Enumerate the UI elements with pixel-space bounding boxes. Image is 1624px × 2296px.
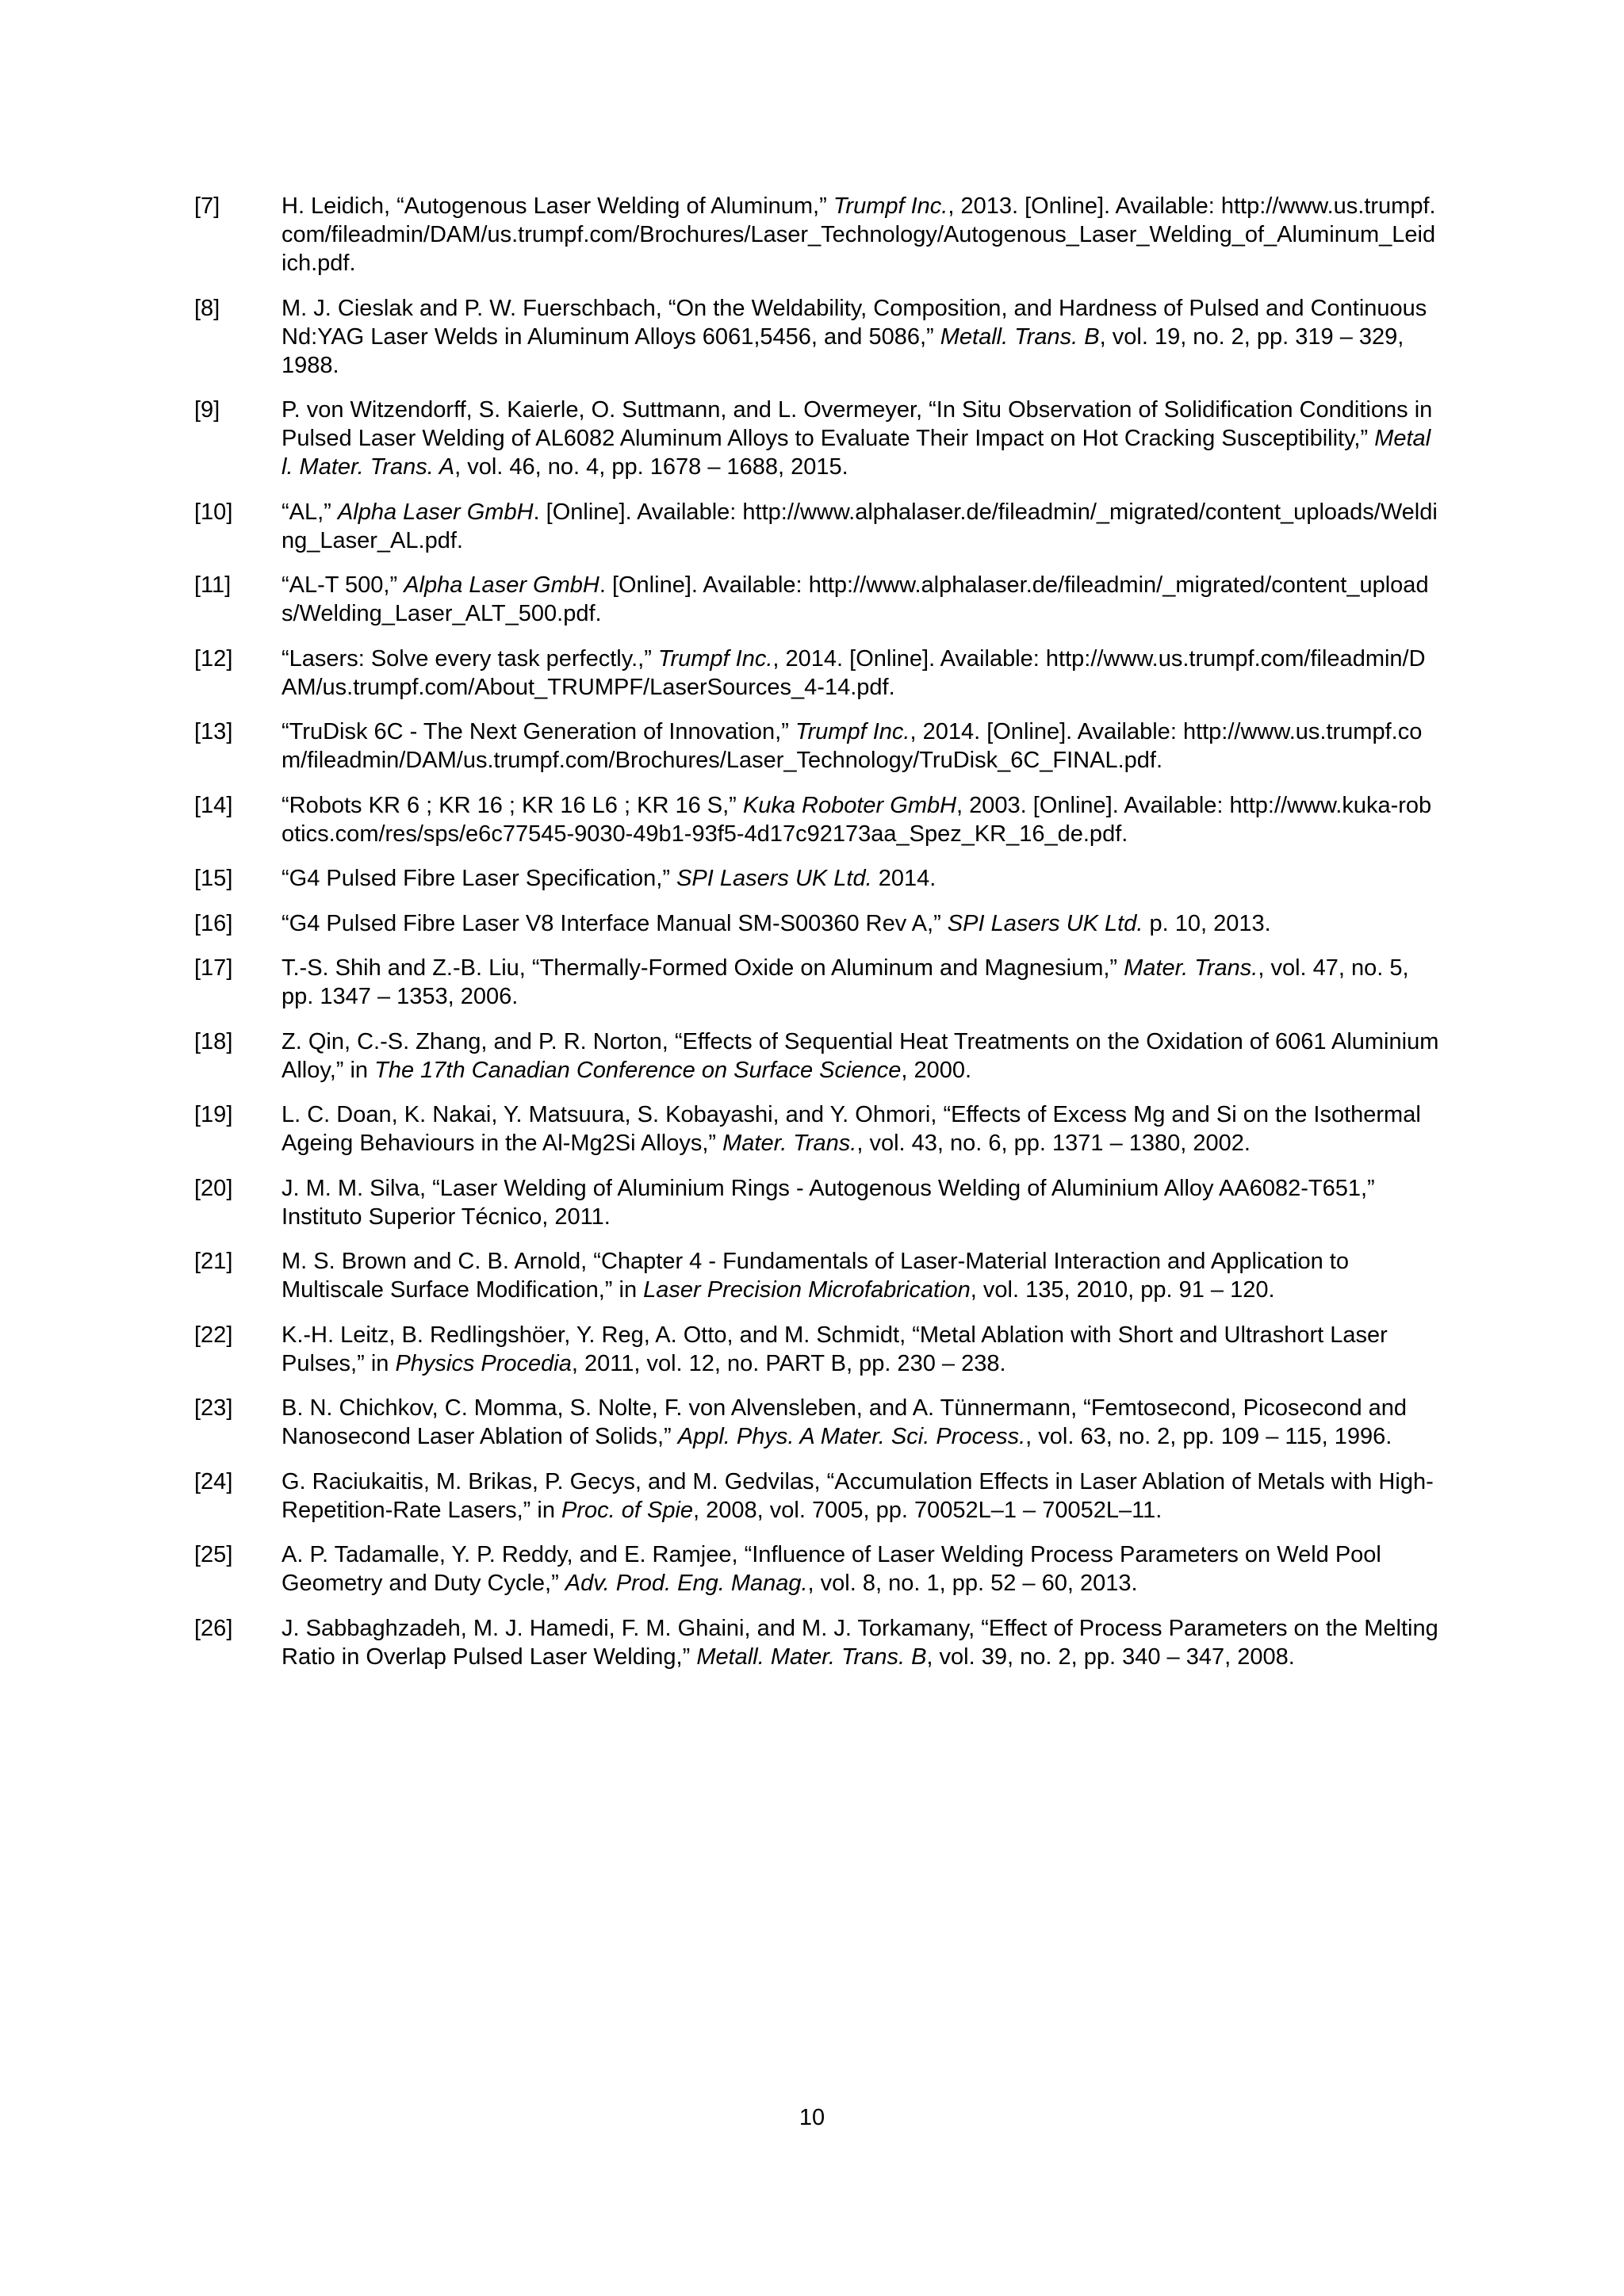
reference-item [194,1027,1439,1085]
reference-number: [9] [194,397,220,423]
reference-segment: M. J. Cieslak and P. W. Fuerschbach, “On the Weldability, Composition, and Hardness of Pulsed and Continuous Nd:YAG Laser Welds in Aluminum Alloys 6061,5456, and 5086,” [282,295,1427,350]
reference-source: Physics Procedia [395,1350,572,1376]
reference-segment: “G4 Pulsed Fibre Laser Specification,” [282,866,677,891]
reference-text [282,1100,1439,1158]
reference-number: [25] [194,1542,233,1567]
reference-item [194,1540,1439,1598]
reference-source: Metall. Mater. Trans. A [282,426,1431,480]
reference-number: [12] [194,645,233,672]
reference-text [282,791,1439,848]
reference-source: Metall. Trans. B [940,323,1100,350]
reference-item [194,294,1439,380]
reference-item [194,1321,1439,1378]
reference-segment: , 2014. [Online]. Available: [772,645,1046,672]
reference-source: Laser Precision Microfabrication [643,1277,971,1303]
reference-segment: L. C. Doan, K. Nakai, Y. Matsuura, S. Kobayashi, and Y. Ohmori, “Effects of Excess Mg and Si on the Isothermal Ageing Behaviours in the Al-Mg2Si Alloys,” [282,1102,1421,1156]
reference-segment: J. M. M. Silva, “Laser Welding of Aluminium Rings - Autogenous Welding of Aluminium Alloy AA6082-T651,” Instituto Superior Técnico, 2011. [282,1175,1375,1230]
reference-segment: “Robots KR 6 ; KR 16 ; KR 16 L6 ; KR 16 S,” [282,792,743,818]
reference-text [282,192,1439,277]
reference-source: Alpha Laser GmbH [404,572,599,598]
reference-source: Mater. Trans. [1124,955,1258,981]
reference-source: SPI Lasers UK Ltd. [676,866,872,891]
reference-source: Mater. Trans. [722,1131,857,1156]
reference-number: [21] [194,1249,233,1274]
reference-item [194,791,1439,848]
reference-segment: “TruDisk 6C - The Next Generation of Innovation,” [282,719,795,744]
reference-item [194,1468,1439,1525]
reference-source: Trumpf Inc. [833,193,948,219]
reference-text [282,864,1439,893]
reference-segment: T.-S. Shih and Z.-B. Liu, “Thermally-Formed Oxide on Aluminum and Magnesium,” [282,955,1124,981]
reference-segment: B. N. Chichkov, C. Momma, S. Nolte, F. von Alvensleben, and A. Tünnermann, “Femtosecond, Picosecond and Nanosecond Laser Ablation of Solids,” [282,1395,1408,1449]
reference-number: [10] [194,499,233,525]
reference-url: http://www.us.trumpf.com/fileadmin/DAM/us.trumpf.com/Brochures/Laser_Technology/Autogenous_Laser_Welding_of_Aluminum_Leidich.pdf. [282,193,1436,276]
reference-source: Kuka Roboter GmbH [742,792,957,818]
reference-segment: 2014. [871,866,936,891]
reference-segment: Z. Qin, C.-S. Zhang, and P. R. Norton, “Effects of Sequential Heat Treatments on the Oxidation of 6061 Aluminium Alloy,” in [282,1028,1439,1083]
reference-number: [19] [194,1102,233,1127]
reference-source: Appl. Phys. A Mater. Sci. Process. [677,1424,1026,1449]
reference-item [194,1614,1439,1671]
reference-source: Proc. of Spie [561,1497,694,1523]
reference-text [282,294,1439,380]
reference-item [194,1100,1439,1158]
reference-segment: M. S. Brown and C. B. Arnold, “Chapter 4 - Fundamentals of Laser-Material Interaction and Application to Multiscale Surface Modification,” in [282,1249,1349,1303]
reference-segment: K.-H. Leitz, B. Redlingshöer, Y. Reg, A. Otto, and M. Schmidt, “Metal Ablation with Short and Ultrashort Laser Pulses,” in [282,1322,1388,1376]
reference-source: Trumpf Inc. [657,645,773,672]
reference-number: [8] [194,295,220,321]
reference-number: [16] [194,910,233,936]
reference-segment: , vol. 47, no. 5, pp. 1347 – 1353, 2006. [282,955,1409,1009]
reference-url: http://www.us.trumpf.com/fileadmin/DAM/us.trumpf.com/Brochures/Laser_Technology/TruDisk_6C_FINAL.pdf. [282,719,1423,773]
reference-text [282,1174,1439,1231]
reference-item [194,718,1439,775]
reference-segment: , vol. 19, no. 2, pp. 319 – 329, 1988. [282,323,1404,378]
reference-segment: , 2000. [901,1057,972,1083]
reference-source: Metall. Mater. Trans. B [696,1644,927,1670]
reference-segment: “G4 Pulsed Fibre Laser V8 Interface Manual SM-S00360 Rev A,” [282,910,948,936]
reference-source: The 17th Canadian Conference on Surface Science [374,1057,902,1083]
reference-source: Adv. Prod. Eng. Manag. [565,1571,808,1596]
reference-text [282,571,1439,628]
reference-segment: , vol. 8, no. 1, pp. 52 – 60, 2013. [807,1571,1138,1596]
reference-url: http://www.alphalaser.de/fileadmin/_migrated/content_uploads/Welding_Laser_ALT_500.pdf. [282,572,1429,626]
reference-text [282,718,1439,775]
reference-segment: , vol. 46, no. 4, pp. 1678 – 1688, 2015. [454,454,848,480]
reference-segment: , vol. 135, 2010, pp. 91 – 120. [970,1277,1275,1303]
reference-number: [26] [194,1615,233,1641]
reference-segment: “AL,” [282,499,338,525]
reference-text [282,396,1439,481]
reference-segment: G. Raciukaitis, M. Brikas, P. Gecys, and M. Gedvilas, “Accumulation Effects in Laser Ablation of Metals with High-Repetition-Rate Lasers,” in [282,1468,1434,1523]
reference-url: http://www.kuka-robotics.com/res/sps/e6c77545-9030-49b1-93f5-4d17c92173aa_Spez_KR_16_de.pdf. [282,792,1432,847]
reference-number: [18] [194,1028,233,1054]
reference-number: [7] [194,193,220,219]
reference-text [282,498,1439,555]
reference-text [282,1027,1439,1085]
reference-segment: . [Online]. Available: [533,499,743,525]
reference-item [194,1394,1439,1451]
reference-text [282,1540,1439,1598]
reference-segment: , 2003. [Online]. Available: [956,792,1230,818]
reference-number: [20] [194,1175,233,1201]
reference-segment: “AL-T 500,” [282,572,404,598]
reference-item [194,396,1439,481]
reference-text [282,909,1439,938]
reference-item [194,645,1439,702]
reference-text [282,954,1439,1011]
reference-url: http://www.us.trumpf.com/fileadmin/DAM/us.trumpf.com/About_TRUMPF/LaserSources_4-14.pdf. [282,645,1426,700]
reference-item [194,192,1439,277]
reference-segment: , 2008, vol. 7005, pp. 70052L–1 – 70052L–11. [693,1497,1162,1523]
reference-segment: J. Sabbaghzadeh, M. J. Hamedi, F. M. Ghaini, and M. J. Torkamany, “Effect of Process Parameters on the Melting Ratio in Overlap Pulsed Laser Welding,” [282,1615,1438,1670]
reference-segment: , vol. 43, no. 6, pp. 1371 – 1380, 2002. [856,1131,1251,1156]
reference-item [194,954,1439,1011]
reference-segment: , 2013. [Online]. Available: [948,193,1221,219]
reference-number: [22] [194,1322,233,1348]
reference-segment: A. P. Tadamalle, Y. P. Reddy, and E. Ramjee, “Influence of Laser Welding Process Parameters on Weld Pool Geometry and Duty Cycle,” [282,1542,1381,1596]
reference-text [282,1614,1439,1671]
reference-number: [13] [194,719,233,744]
reference-source: SPI Lasers UK Ltd. [947,910,1143,936]
reference-segment: , 2011, vol. 12, no. PART B, pp. 230 – 238. [571,1350,1006,1376]
reference-number: [14] [194,792,233,818]
reference-text [282,645,1439,702]
reference-source: Alpha Laser GmbH [337,499,534,525]
reference-segment: p. 10, 2013. [1143,910,1271,936]
reference-item [194,909,1439,938]
reference-text [282,1247,1439,1304]
reference-number: [15] [194,866,233,891]
reference-text [282,1394,1439,1451]
reference-number: [17] [194,955,233,981]
reference-segment: P. von Witzendorff, S. Kaierle, O. Suttmann, and L. Overmeyer, “In Situ Observation of Solidification Conditions in Pulsed Laser Welding of AL6082 Aluminum Alloys to Evaluate Their Impact on Hot Cracking Susceptibility,” [282,397,1433,451]
reference-text [282,1321,1439,1378]
reference-item [194,864,1439,893]
reference-segment: H. Leidich, “Autogenous Laser Welding of Aluminum,” [282,193,833,219]
reference-segment: “Lasers: Solve every task perfectly.,” [282,645,658,672]
reference-item [194,1247,1439,1304]
reference-url: http://www.alphalaser.de/fileadmin/_migrated/content_uploads/Welding_Laser_AL.pdf. [282,499,1438,553]
reference-number: [11] [194,572,232,598]
reference-segment: , vol. 39, no. 2, pp. 340 – 347, 2008. [926,1644,1295,1670]
reference-segment: . [Online]. Available: [599,572,809,598]
reference-list [194,192,1439,1687]
reference-segment: , vol. 63, no. 2, pp. 109 – 115, 1996. [1025,1424,1392,1449]
page-number: 10 [799,2105,825,2130]
reference-segment: , 2014. [Online]. Available: [910,719,1183,744]
reference-source: Trumpf Inc. [795,719,910,744]
reference-item [194,571,1439,628]
reference-number: [24] [194,1468,233,1494]
reference-number: [23] [194,1395,233,1421]
reference-text [282,1468,1439,1525]
reference-item [194,1174,1439,1231]
reference-item [194,498,1439,555]
